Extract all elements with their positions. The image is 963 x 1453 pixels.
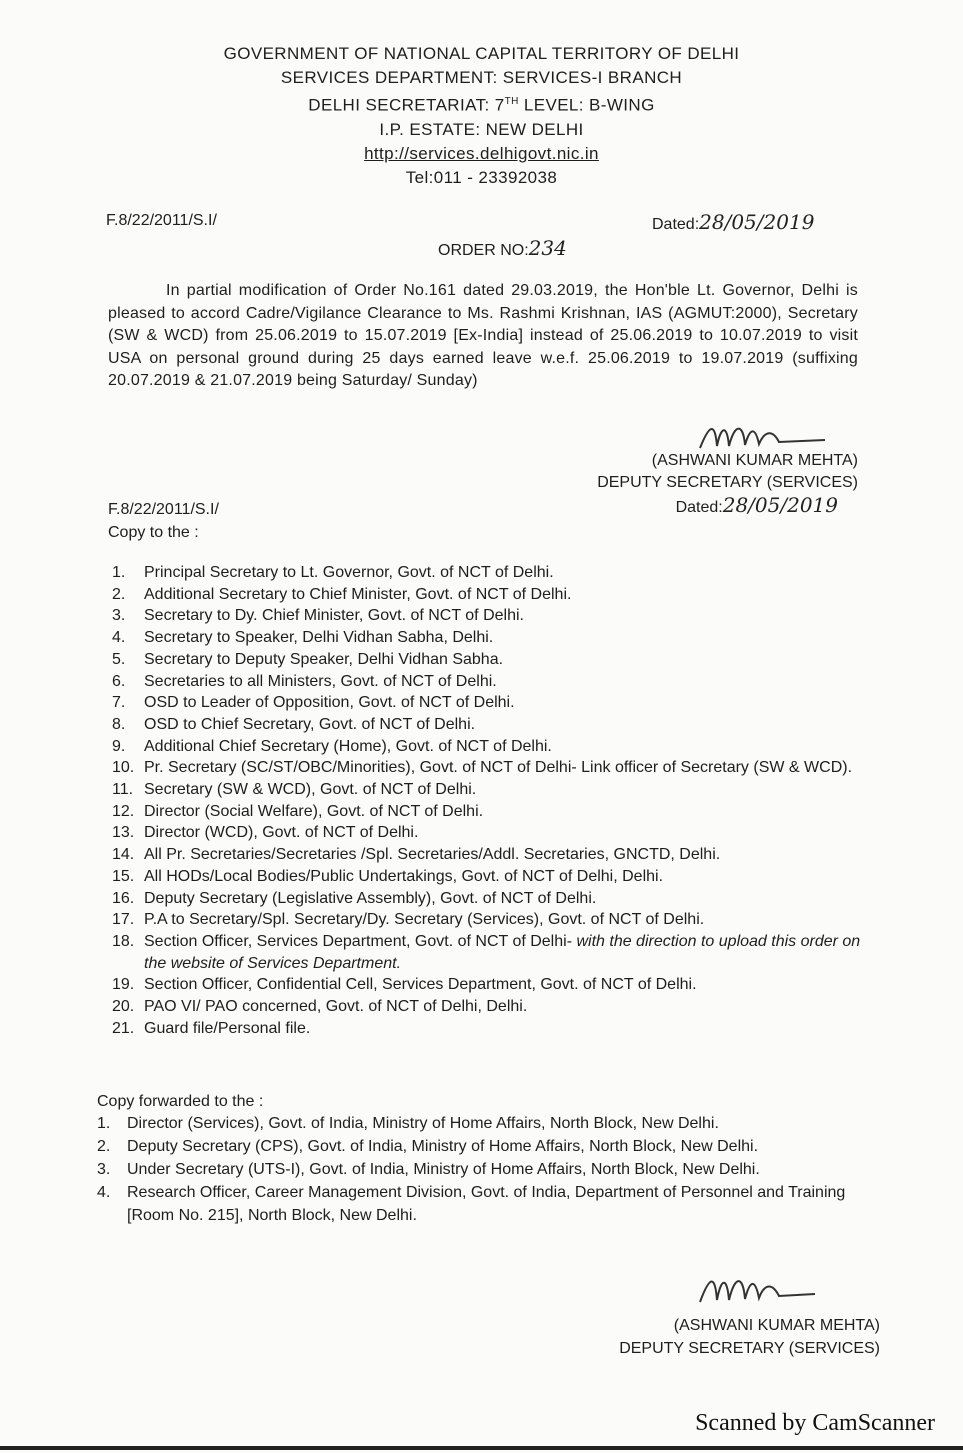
telephone: Tel:011 - 23392038 <box>405 167 558 187</box>
list-item <box>112 584 864 606</box>
item-text-main: Section Officer, Confidential Cell, Services Department, Govt. of NCT of Delhi. <box>144 976 697 994</box>
superscript: TH <box>504 96 519 107</box>
file-number: F.8/22/2011/S.I/ <box>106 212 217 229</box>
date-label: Dated: <box>675 499 723 516</box>
list-item <box>112 1018 864 1040</box>
item-text-main: Pr. Secretary (SC/ST/OBC/Minorities), Govt. of NCT of Delhi- Link officer of Secretary (SW & WCD). <box>144 759 853 777</box>
item-text <box>144 692 515 714</box>
list-item <box>97 1112 872 1135</box>
item-number: 1. <box>97 1115 111 1132</box>
item-text <box>144 909 704 931</box>
list-item <box>112 757 864 779</box>
item-text-main: Research Officer, Career Management Division, Govt. of India, Department of Personnel and Training [Room No. 215], North Block, New Delhi. <box>127 1184 846 1224</box>
list-item <box>112 931 864 974</box>
item-number: 12. <box>112 802 135 820</box>
item-text <box>144 1018 310 1040</box>
page-edge <box>0 1446 963 1450</box>
list-item <box>112 779 864 801</box>
list-item <box>112 714 864 736</box>
list-item <box>112 562 864 584</box>
order-no-label: ORDER NO: <box>438 242 529 259</box>
forward-heading: Copy forwarded to the : <box>97 1093 264 1110</box>
item-number: 14. <box>112 846 135 864</box>
item-text <box>144 801 483 823</box>
list-item <box>112 801 864 823</box>
item-text-main: OSD to Leader of Opposition, Govt. of NCT of Delhi. <box>144 694 515 712</box>
item-text <box>144 974 697 996</box>
date-label: Dated: <box>652 216 700 233</box>
item-number: 2. <box>97 1138 111 1155</box>
item-text-main: Guard file/Personal file. <box>144 1019 311 1037</box>
item-text <box>127 1181 872 1227</box>
item-text <box>144 996 527 1018</box>
item-number: 10. <box>112 759 135 777</box>
list-item <box>112 909 864 931</box>
item-text-main: PAO VI/ PAO concerned, Govt. of NCT of Delhi, Delhi. <box>144 998 528 1016</box>
signatory-designation: DEPUTY SECRETARY (SERVICES) <box>619 1340 880 1357</box>
item-number: 4. <box>97 1184 111 1201</box>
item-text-main: Secretary to Speaker, Delhi Vidhan Sabha, Delhi. <box>144 629 494 647</box>
handwritten-date: 28/05/2019 <box>699 210 815 234</box>
item-text <box>144 627 493 649</box>
signatory-name: (ASHWANI KUMAR MEHTA) <box>673 1317 880 1334</box>
signature-block <box>597 450 858 519</box>
item-number: 21. <box>112 1019 135 1037</box>
list-item <box>112 822 864 844</box>
item-number: 18. <box>112 932 135 950</box>
list-item <box>97 1181 872 1227</box>
item-text <box>144 822 418 844</box>
signature-image <box>695 1270 825 1312</box>
text: DELHI SECRETARIAT: 7 <box>308 95 505 115</box>
list-item <box>112 996 864 1018</box>
item-text-main: Deputy Secretary (CPS), Govt. of India, Ministry of Home Affairs, North Block, New Delhi. <box>127 1138 759 1155</box>
list-item <box>112 888 864 910</box>
letterhead-line <box>0 90 963 118</box>
item-text <box>144 649 503 671</box>
list-item <box>112 844 864 866</box>
item-text-main: All Pr. Secretaries/Secretaries /Spl. Secretaries/Addl. Secretaries, GNCTD, Delhi. <box>144 846 721 864</box>
handwritten-order-no: 234 <box>528 236 567 260</box>
item-text-main: Principal Secretary to Lt. Governor, Govt. of NCT of Delhi. <box>144 564 554 581</box>
item-text-main: Secretary (SW & WCD), Govt. of NCT of Delhi. <box>144 781 477 799</box>
item-number: 19. <box>112 976 135 994</box>
letterhead-line: SERVICES DEPARTMENT: SERVICES-I BRANCH <box>280 68 683 87</box>
item-text-main: Secretary to Dy. Chief Minister, Govt. of NCT of Delhi. <box>144 607 524 625</box>
list-item <box>112 649 864 671</box>
item-number: 7. <box>112 694 126 712</box>
item-number: 1. <box>112 564 126 581</box>
item-text-main: Director (Social Welfare), Govt. of NCT of Delhi. <box>144 802 484 820</box>
forward-list <box>97 1112 872 1227</box>
list-item <box>97 1158 872 1181</box>
item-text <box>144 714 475 736</box>
item-text <box>144 757 852 779</box>
copy-list <box>112 562 864 1039</box>
list-item <box>112 605 864 627</box>
item-text-italic: with the direction to upload this order on the website of Services Department. <box>144 932 861 972</box>
item-text-main: Deputy Secretary (Legislative Assembly), Govt. of NCT of Delhi. <box>144 889 597 907</box>
item-text-main: All HODs/Local Bodies/Public Undertakings, Govt. of NCT of Delhi, Delhi. <box>144 867 664 885</box>
item-text-main: Secretary to Deputy Speaker, Delhi Vidhan Sabha. <box>144 650 504 668</box>
list-item <box>112 692 864 714</box>
item-number: 17. <box>112 911 135 929</box>
item-text-main: Director (WCD), Govt. of NCT of Delhi. <box>144 824 419 842</box>
item-text <box>144 605 524 627</box>
item-text <box>127 1158 760 1181</box>
item-text <box>144 844 720 866</box>
item-text <box>144 931 864 974</box>
letterhead-line: GOVERNMENT OF NATIONAL CAPITAL TERRITORY OF DELHI <box>223 44 740 63</box>
list-item <box>112 736 864 758</box>
item-number: 16. <box>112 889 135 907</box>
item-text-main: Secretaries to all Ministers, Govt. of NCT of Delhi. <box>144 672 497 690</box>
item-number: 20. <box>112 998 135 1016</box>
item-number: 11. <box>112 781 134 799</box>
item-text-main: OSD to Chief Secretary, Govt. of NCT of Delhi. <box>144 715 476 733</box>
item-text <box>127 1135 758 1158</box>
item-number: 3. <box>112 607 126 625</box>
list-item <box>112 627 864 649</box>
item-text <box>144 562 554 584</box>
item-text-main: Director (Services), Govt. of India, Ministry of Home Affairs, North Block, New Delhi. <box>127 1115 719 1132</box>
item-number: 4. <box>112 629 126 647</box>
item-text <box>144 779 476 801</box>
handwritten-date: 28/05/2019 <box>722 493 838 517</box>
file-number: F.8/22/2011/S.I/ <box>108 501 219 518</box>
letterhead <box>0 42 963 190</box>
list-item <box>97 1135 872 1158</box>
scanner-watermark: Scanned by CamScanner <box>695 1410 935 1436</box>
item-number: 5. <box>112 650 126 668</box>
order-paragraph: In partial modification of Order No.161 dated 29.03.2019, the Hon'ble Lt. Governor, Delhi is pleased to accord Cadre/Vigilance Clearance to Ms. Rashmi Krishnan, IAS (AGMUT:2000), Secretary (SW & WCD) from 25.06.2019 to 15.07.2019 [Ex-India] instead of 25.06.2019 to 10.07.2019 to visit USA on personal ground during 25 days earned leave w.e.f. 25.06.2019 to 19.07.2019 (suffixing 20.07.2019 & 21.07.2019 being Saturday/ Sunday) <box>108 282 858 389</box>
signatory-designation: DEPUTY SECRETARY (SERVICES) <box>597 474 858 491</box>
text: LEVEL: B-WING <box>518 95 655 115</box>
item-number: 3. <box>97 1161 111 1178</box>
item-text <box>144 584 571 606</box>
item-text-main: P.A to Secretary/Spl. Secretary/Dy. Secretary (Services), Govt. of NCT of Delhi. <box>144 911 705 929</box>
list-item <box>112 671 864 693</box>
copy-header <box>108 498 219 544</box>
item-number: 15. <box>112 867 135 885</box>
item-text <box>144 671 497 693</box>
list-item <box>112 974 864 996</box>
order-number <box>438 236 567 260</box>
item-text <box>144 866 663 888</box>
website-link[interactable]: http://services.delhigovt.nic.in <box>364 143 599 163</box>
copy-heading: Copy to the : <box>108 524 199 541</box>
item-text-main: Section Officer, Services Department, Govt. of NCT of Delhi- <box>144 932 573 950</box>
item-text-main: Under Secretary (UTS-I), Govt. of India, Ministry of Home Affairs, North Block, New Delhi. <box>127 1161 760 1178</box>
signatory-name: (ASHWANI KUMAR MEHTA) <box>651 452 858 469</box>
item-number: 8. <box>112 715 126 733</box>
item-text-main: Additional Chief Secretary (Home), Govt. of NCT of Delhi. <box>144 737 552 755</box>
signature-block <box>619 1314 880 1360</box>
item-number: 2. <box>112 585 126 603</box>
item-text-main: Additional Secretary to Chief Minister, Govt. of NCT of Delhi. <box>144 585 572 603</box>
list-item <box>112 866 864 888</box>
item-number: 9. <box>112 737 126 755</box>
order-body <box>108 280 858 393</box>
item-text <box>127 1112 719 1135</box>
item-number: 13. <box>112 824 135 842</box>
item-text <box>144 888 596 910</box>
item-text <box>144 736 552 758</box>
letterhead-line: I.P. ESTATE: NEW DELHI <box>379 119 584 139</box>
item-number: 6. <box>112 672 126 690</box>
order-date <box>652 210 814 234</box>
